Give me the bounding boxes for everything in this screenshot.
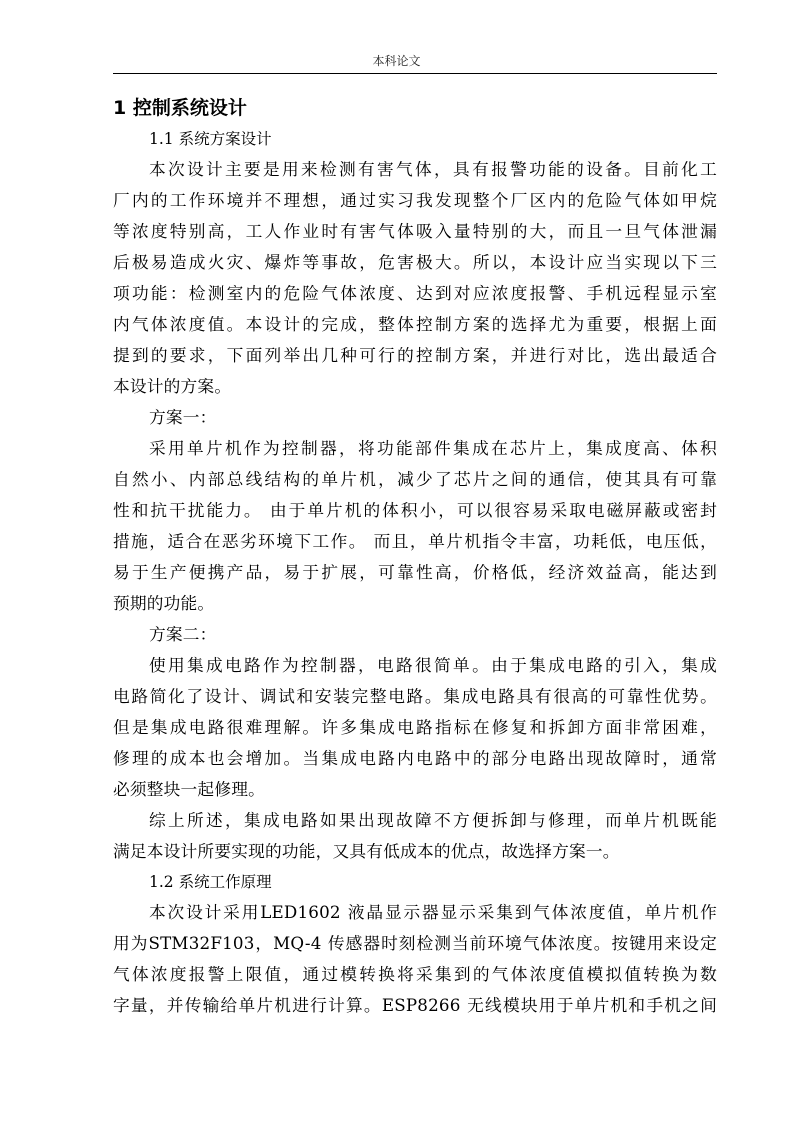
text-line: 采用单片机作为控制器，将功能部件集成在芯片上，集成度高、体积 [149,438,717,458]
scheme-label: 方案一： [149,407,217,427]
text-line: 内气体浓度值。本设计的完成，整体控制方案的选择尤为重要，根据上面 [113,314,717,334]
text-line: 电路简化了设计、调试和安装完整电路。集成电路具有很高的可靠性优势。 [113,686,717,706]
body-text [113,92,717,1021]
text-line: 提到的要求，下面列举出几种可行的控制方案，并进行对比，选出最适合 [113,345,717,365]
text-line: 用为STM32F103，MQ-4 传感器时刻检测当前环境气体浓度。按键用来设定 [113,933,717,953]
text-line: 等浓度特别高，工人作业时有害气体吸入量特别的大，而且一旦气体泄漏 [113,221,717,241]
text-line: 厂内的工作环境并不理想，通过实习我发现整个厂区内的危险气体如甲烷 [113,190,717,210]
header-divider [113,73,717,74]
text-line: 使用集成电路作为控制器，电路很简单。由于集成电路的引入，集成 [149,655,717,675]
page-header: 本科论文 [372,54,421,68]
text-line: 预期的功能。 [113,593,215,613]
text-line: 必须整块一起修理。 [113,779,265,799]
text-line: 满足本设计所要实现的功能，又具有低成本的优点，故选择方案一。 [113,841,620,861]
text-line: 修理的成本也会增加。当集成电路内电路中的部分电路出现故障时，通常 [113,748,717,768]
text-line: 措施，适合在恶劣环境下工作。 而且，单片机指令丰富，功耗低，电压低， [113,531,717,551]
text-line: 项功能：检测室内的危险气体浓度、达到对应浓度报警、手机远程显示室 [113,283,717,303]
text-line: 易于生产便携产品，易于扩展，可靠性高，价格低，经济效益高，能达到 [113,562,717,582]
text-line: 综上所述，集成电路如果出现故障不方便拆卸与修理，而单片机既能 [149,810,717,830]
text-line: 自然小、内部总线结构的单片机，减少了芯片之间的通信，使其具有可靠 [113,469,717,489]
text-line: 性和抗干扰能力。 由于单片机的体积小，可以很容易采取电磁屏蔽或密封 [113,500,717,520]
text-line: 本次设计主要是用来检测有害气体，具有报警功能的设备。目前化工 [149,159,717,179]
text-line: 但是集成电路很难理解。许多集成电路指标在修复和拆卸方面非常困难， [113,717,717,737]
scheme-label: 方案二： [149,624,217,644]
text-line: 气体浓度报警上限值，通过模转换将采集到的气体浓度值模拟值转换为数 [113,964,717,984]
text-line: 本次设计采用LED1602 液晶显示器显示采集到气体浓度值，单片机作 [149,902,717,922]
text-line: 字量，并传输给单片机进行计算。ESP8266 无线模块用于单片机和手机之间 [113,995,717,1015]
subsection-heading: 1.1 系统方案设计 [149,130,272,148]
text-line: 后极易造成火灾、爆炸等事故，危害极大。所以，本设计应当实现以下三 [113,252,717,272]
text-line: 本设计的方案。 [113,376,232,396]
subsection-heading: 1.2 系统工作原理 [149,873,272,891]
section-heading: 1 控制系统设计 [113,97,247,119]
